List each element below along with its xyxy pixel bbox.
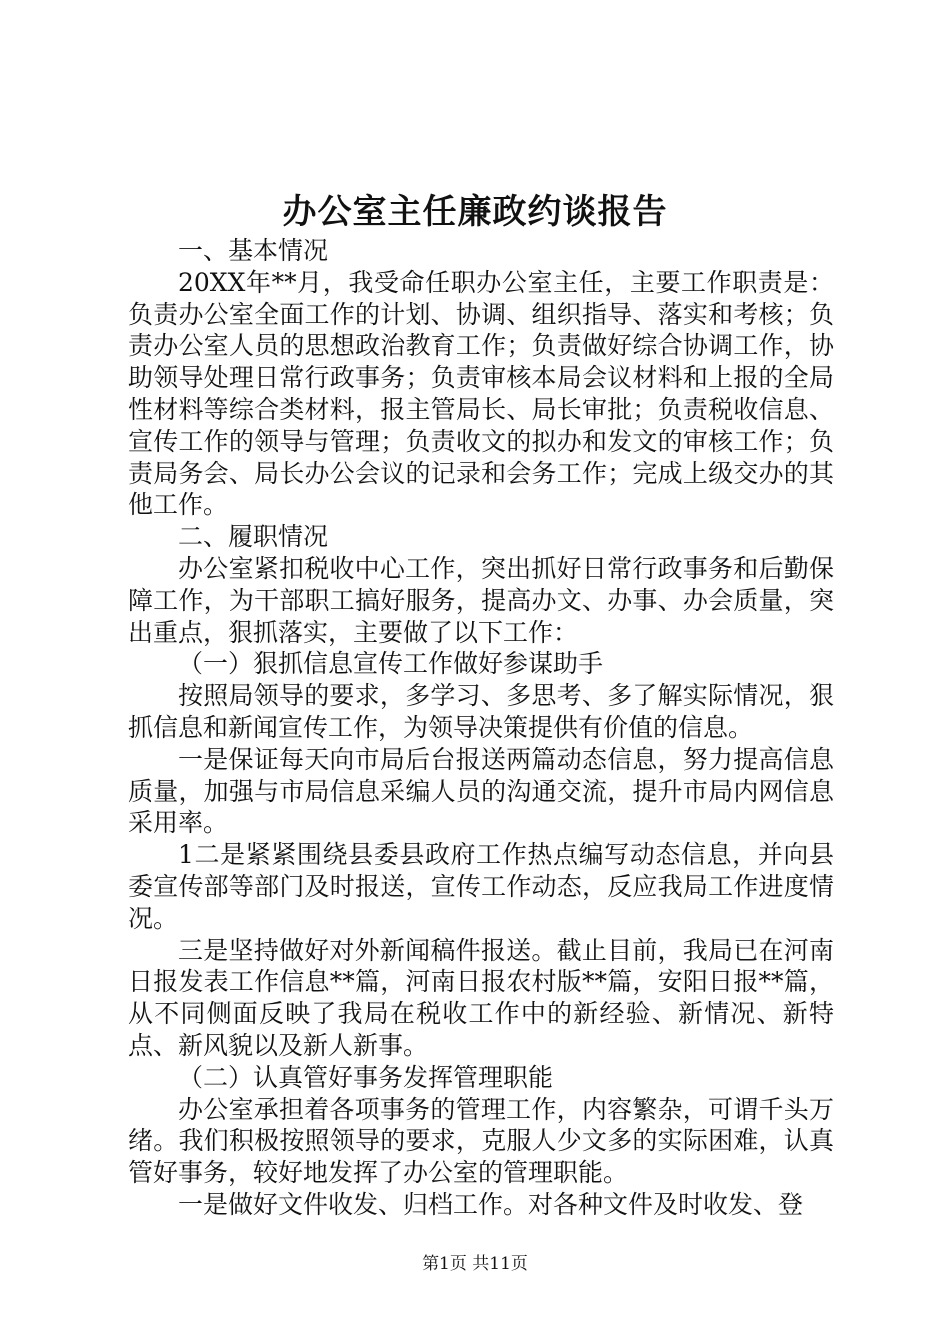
section-heading: 一、基本情况 <box>178 236 329 265</box>
paragraph: 三是坚持做好对外新闻稿件报送。截止目前，我局已在河南日报发表工作信息**篇，河南日报农村版**篇，安阳日报**篇，从不同侧面反映了我局在税收工作中的新经验、新情况、新特点、新风貌以及新人新事。 <box>128 935 834 1060</box>
paragraph: 办公室紧扣税收中心工作，突出抓好日常行政事务和后勤保障工作，为干部职工搞好服务，提高办文、办事、办会质量，突出重点，狠抓落实，主要做了以下工作： <box>128 553 834 647</box>
paragraph: 一是保证每天向市局后台报送两篇动态信息，努力提高信息质量，加强与市局信息采编人员的沟通交流，提升市局内网信息采用率。 <box>128 744 834 838</box>
subsection-heading: （一）狠抓信息宣传工作做好参谋助手 <box>178 649 604 679</box>
paragraph: 按照局领导的要求，多学习、多思考、多了解实际情况，狠抓信息和新闻宣传工作，为领导决策提供有价值的信息。 <box>128 681 834 742</box>
paragraph: 1二是紧紧围绕县委县政府工作热点编写动态信息，并向县委宣传部等部门及时报送，宣传工作动态，反应我局工作进度情况。 <box>128 840 834 933</box>
paragraph: 办公室承担着各项事务的管理工作，内容繁杂，可谓千头万绪。我们积极按照领导的要求，克服人少文多的实际困难，认真管好事务，较好地发挥了办公室的管理职能。 <box>128 1094 834 1188</box>
page-footer: 第1页 共11页 <box>422 1254 528 1274</box>
subsection-heading: （二）认真管好事务发挥管理职能 <box>178 1062 554 1092</box>
document-title: 办公室主任廉政约谈报告 <box>282 192 668 232</box>
document-body <box>128 235 834 1221</box>
paragraph: 20XX年**月，我受命任职办公室主任，主要工作职责是：负责办公室全面工作的计划、协调、组织指导、落实和考核；负责办公室人员的思想政治教育工作；负责做好综合协调工作，协助领导处理日常行政事务；负责审核本局会议材料和上报的全局性材料等综合类材料，报主管局长、局长审批；负责税收信息、宣传工作的领导与管理；负责收文的拟办和发文的审核工作；负责局务会、局长办公会议的记录和会务工作；完成上级交办的其他工作。 <box>128 267 834 520</box>
section-heading: 二、履职情况 <box>178 522 329 552</box>
paragraph: 一是做好文件收发、归档工作。对各种文件及时收发、登 <box>178 1189 804 1219</box>
